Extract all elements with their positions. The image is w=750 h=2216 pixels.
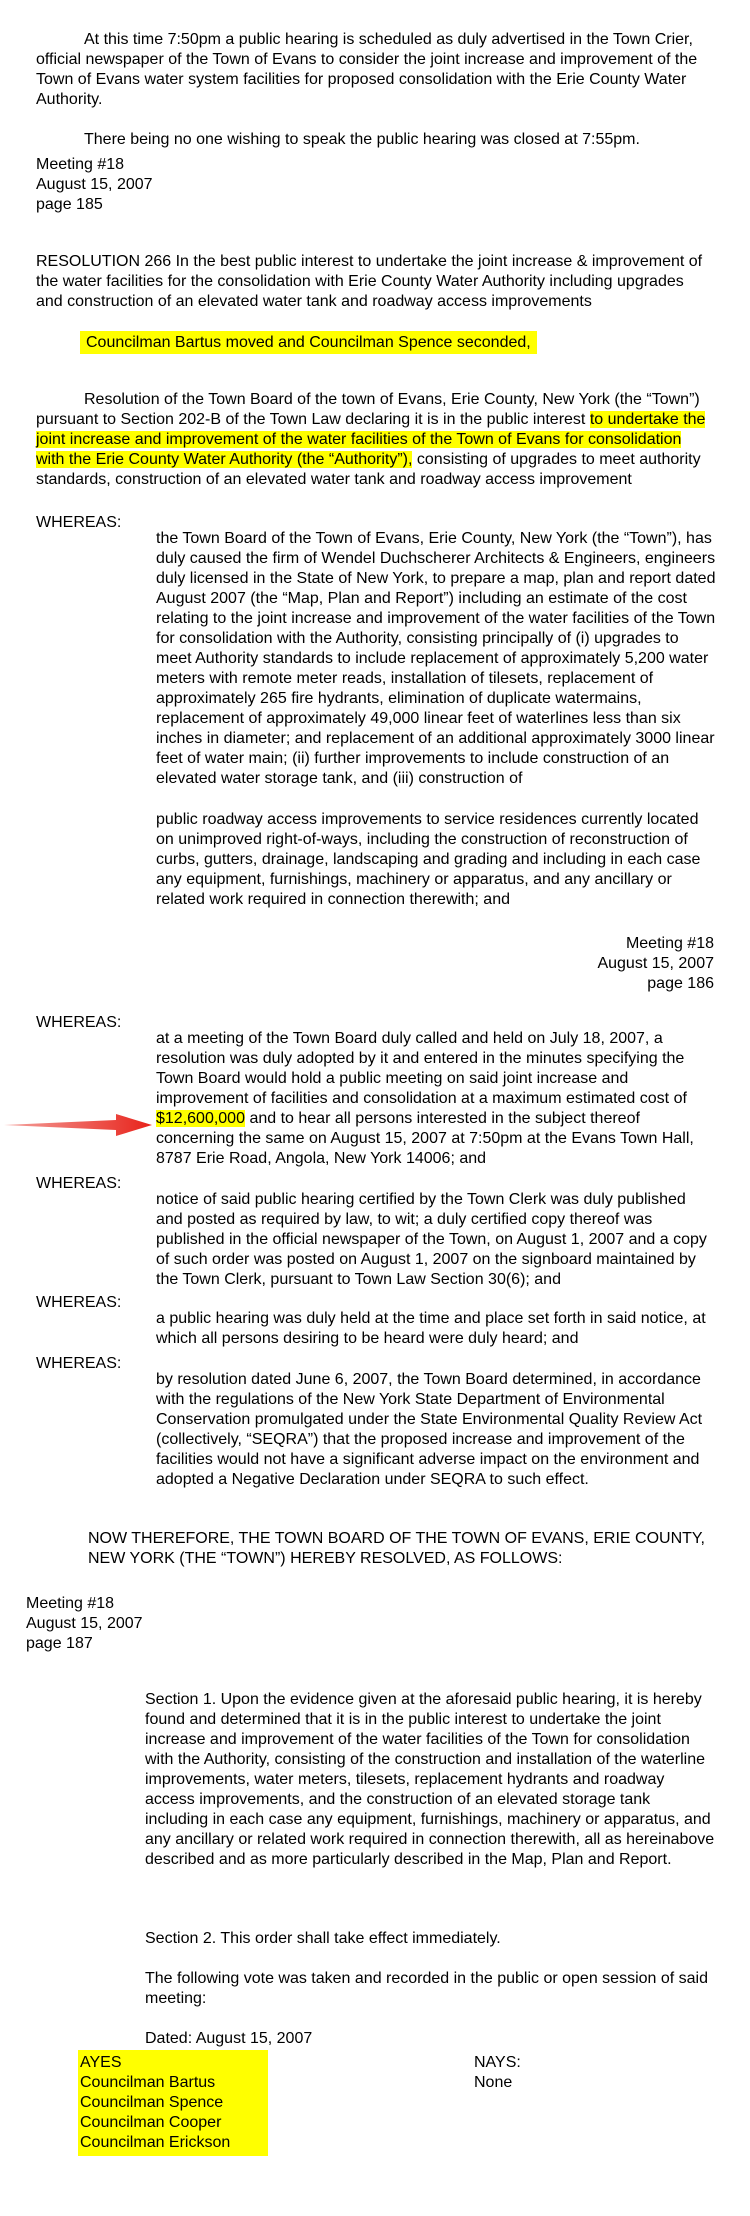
nays-heading: NAYS: (474, 2054, 521, 2071)
whereas-1-text-part1: the Town Board of the Town of Evans, Erie County, New York (the “Town”), has duly caused the firm of Wendel Duchscherer Architects & Engineers, engineers duly licensed in the State of New York, to prepare a map, plan and report dated August 2007 (the “Map, Plan and Report”) including an estimate of the cost relating to the joint increase and improvement of the water facilities of the Town for consolidation with the Authority, consisting principally of (i) upgrades to meet Authority standards to include replacement of approximately 5,200 water meters with remote meter reads, installation of tilesets, replacement of approximately 265 fire hydrants, elimination of duplicate watermains, replacement of approximately 49,000 linear feet of waterlines less than six inches in diameter; and replacement of an additional approximately 3000 linear feet of water main; (ii) further improvements to include construction of an elevated water storage tank, and (iii) construction of (156, 530, 716, 787)
page-header-185: Meeting #18 August 15, 2007 page 185 (36, 156, 153, 213)
whereas-5-text: by resolution dated June 6, 2007, the Town Board determined, in accordance with the regulations of the New York State Department of Environmental Conservation promulgated under the State Environmental Quality Review Act (collectively, “SEQRA”) that the proposed increase and improvement of the facilities would not have a significant adverse impact on the environment and adopted a Negative Declaration under SEQRA to such effect. (156, 1371, 703, 1488)
whereas-3-text: notice of said public hearing certified by the Town Clerk was duly published and posted as required by law, to wit; a duly certified copy thereof was published in the official newspaper of the Town, on August 1, 2007 and a copy of such order was posted on August 1, 2007 on the signboard maintained by the Town Clerk, pursuant to Town Law Section 30(6); and (156, 1191, 707, 1288)
list-item: None (474, 2074, 513, 2091)
section-2-text: Section 2. This order shall take effect immediately. (145, 1930, 501, 1947)
page-header-187: Meeting #18 August 15, 2007 page 187 (26, 1595, 143, 1652)
motion-line (80, 333, 537, 353)
hearing-closed-paragraph: There being no one wishing to speak the public hearing was closed at 7:55pm. (84, 131, 640, 148)
whereas-label: WHEREAS: (36, 1355, 122, 1372)
motion-highlight: Councilman Bartus moved and Councilman Spence seconded, (80, 331, 537, 354)
resolution-highlight: to undertake the joint increase and improvement of the water facilities of the Town of Evans for consolidation with the Erie County Water Authority (the “Authority”), (36, 411, 706, 468)
vote-intro-text: The following vote was taken and recorded in the public or open session of said meeting: (145, 1970, 709, 2007)
whereas-1-text-part2: public roadway access improvements to service residences currently located on unimproved right-of-ways, including the construction of reconstruction of curbs, gutters, drainage, landscaping and grading and including in each case any equipment, furnishings, machinery or apparatus, and any ancillary or related work required in connection therewith; and (156, 811, 701, 908)
list-item: Councilman Erickson (80, 2134, 231, 2151)
whereas-label: WHEREAS: (36, 1014, 122, 1031)
whereas-label: WHEREAS: (36, 514, 122, 531)
red-arrow-icon (4, 1112, 154, 1138)
ayes-list (78, 2050, 268, 2156)
whereas-2-text: at a meeting of the Town Board duly called and held on July 18, 2007, a resolution was duly adopted by it and entered in the minutes specifying the Town Board would hold a public meeting on said joint increase and improvement of facilities and consolidation at a maximum estimated cost of $12,600,000 and to hear all persons interested in the subject thereof concerning the same on August 15, 2007 at 7:50pm at the Evans Town Hall, 8787 Erie Road, Angola, New York 14006; and (156, 1030, 694, 1167)
list-item: Councilman Bartus (80, 2074, 216, 2091)
section-1-text: Section 1. Upon the evidence given at the aforesaid public hearing, it is hereby found and determined that it is in the public interest to undertake the joint increase and improvement of the water facilities of the Town for consolidation with the Authority, consisting of the construction and installation of the waterline improvements, water meters, tilesets, replacement hydrants and roadway access improvements, and the construction of an elevated storage tank including in each case any equipment, furnishings, machinery or apparatus, and any ancillary or related work required in connection therewith, all as hereinabove described and as more particularly described in the Map, Plan and Report. (145, 1691, 715, 1868)
list-item: Councilman Spence (80, 2094, 224, 2111)
resolution-body: Resolution of the Town Board of the town of Evans, Erie County, New York (the “Town”) pursuant to Section 202-B of the Town Law declaring it is in the public interest to undertake the joint increase and improvement of the water facilities of the Town of Evans for consolidation with the Erie County Water Authority (the “Authority”), consisting of upgrades to meet authority standards, construction of an elevated water tank and roadway access improvement (36, 391, 706, 488)
ayes-heading: AYES (80, 2054, 122, 2071)
dated-line: Dated: August 15, 2007 (145, 2030, 313, 2047)
nays-list (474, 2053, 521, 2093)
intro-paragraph: At this time 7:50pm a public hearing is scheduled as duly advertised in the Town Crier, official newspaper of the Town of Evans to consider the joint increase and improvement of the Town of Evans water system facilities for proposed consolidation with the Erie County Water Authority. (36, 31, 698, 108)
now-therefore-clause: NOW THEREFORE, THE TOWN BOARD OF THE TOWN OF EVANS, ERIE COUNTY, NEW YORK (THE “TOWN”) HEREBY RESOLVED, AS FOLLOWS: (88, 1530, 705, 1567)
list-item: Councilman Cooper (80, 2114, 222, 2131)
page-header-186: Meeting #18 August 15, 2007 page 186 (597, 935, 714, 992)
whereas-label: WHEREAS: (36, 1294, 122, 1311)
resolution-title: RESOLUTION 266 In the best public interest to undertake the joint increase & improvement of the water facilities for the consolidation with Erie County Water Authority including upgrades and construction of an elevated water tank and roadway access improvements (36, 253, 703, 310)
whereas-label: WHEREAS: (36, 1175, 122, 1192)
cost-amount-highlight: $12,600,000 (156, 1110, 245, 1127)
whereas-4-text: a public hearing was duly held at the time and place set forth in said notice, at which all persons desiring to be heard were duly heard; and (156, 1310, 706, 1347)
